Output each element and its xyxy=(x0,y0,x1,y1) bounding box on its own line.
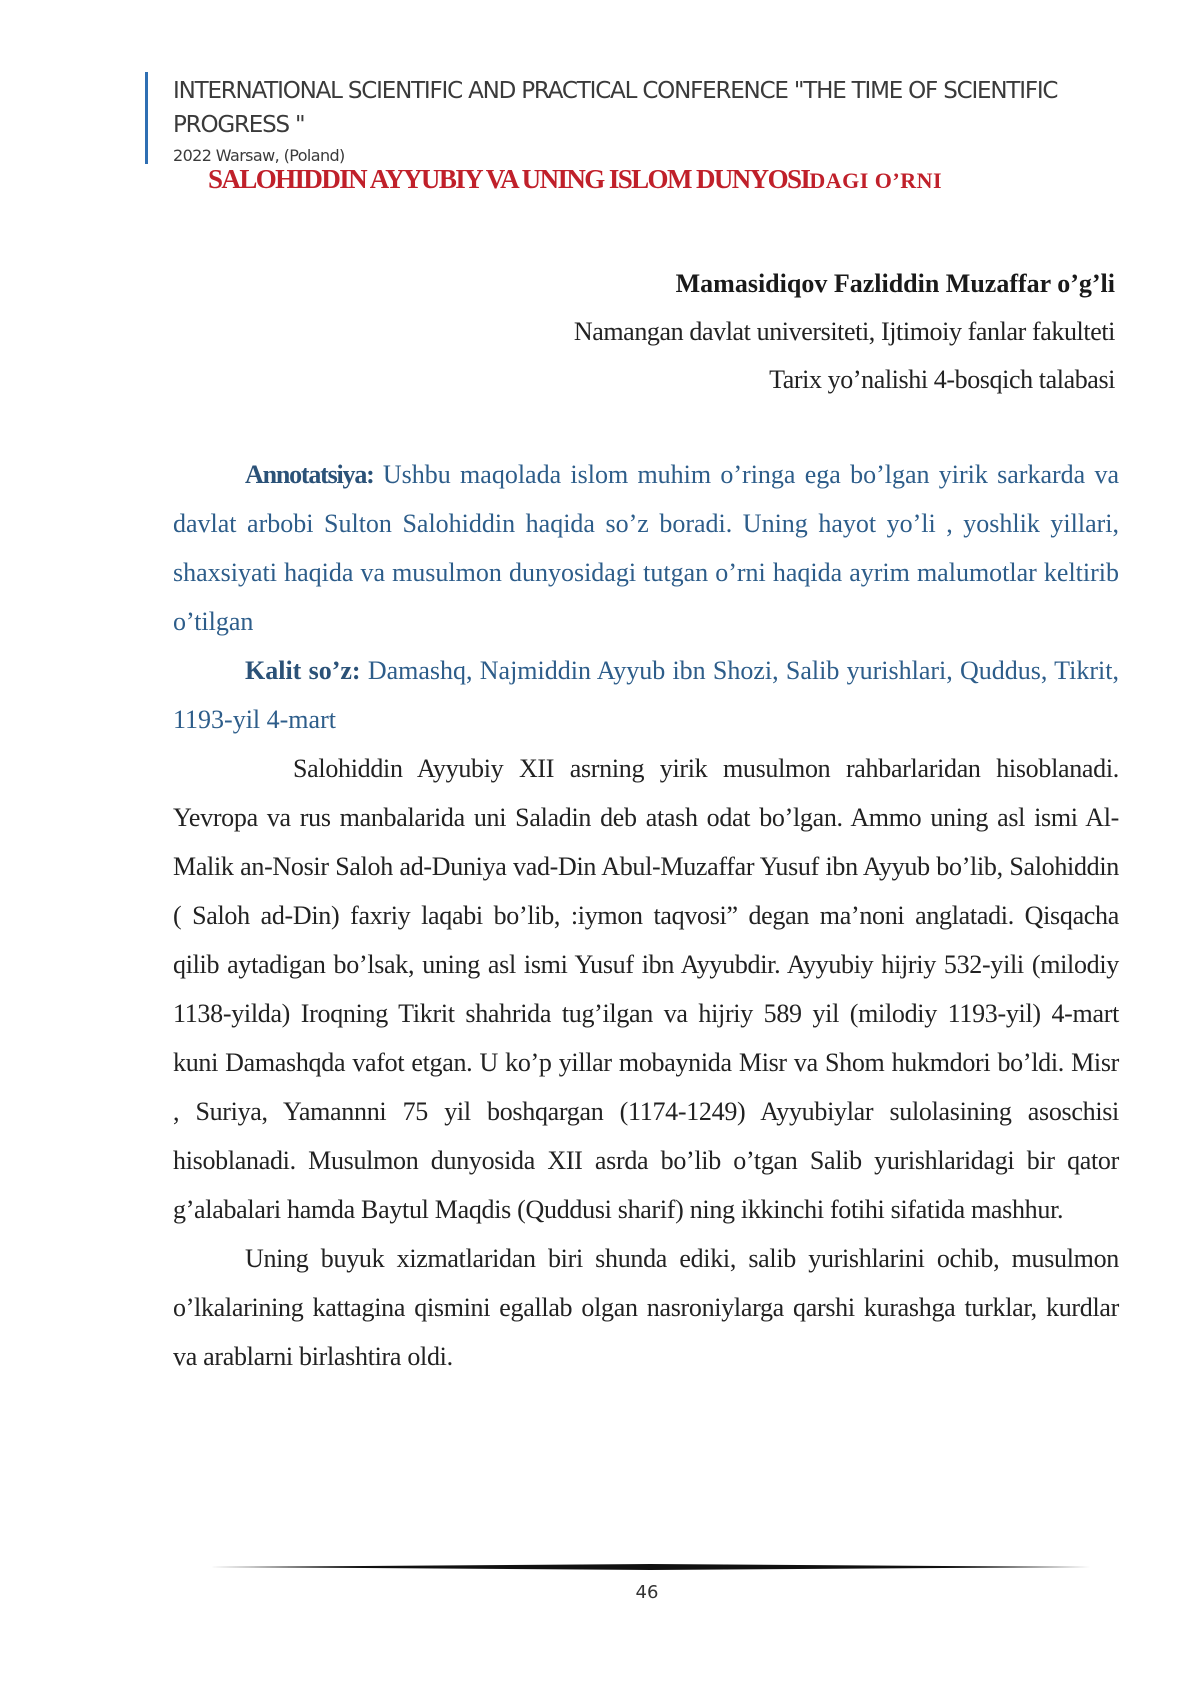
keywords-text: Damashq, Najmiddin Ayyub ibn Shozi, Salib yurishlari, Quddus, Tikrit, 1193-yil 4-mart xyxy=(173,656,1119,734)
author-block xyxy=(574,260,1115,404)
article-title-tail: DAGI O’RNI xyxy=(809,168,943,193)
article-body xyxy=(173,450,1119,1381)
author-name: Mamasidiqov Fazliddin Muzaffar o’g’li xyxy=(675,269,1115,298)
author-affiliation: Namangan davlat universiteti, Ijtimoiy fanlar fakulteti xyxy=(573,317,1115,346)
keywords-label: Kalit so’z: xyxy=(245,656,361,685)
page-number: 46 xyxy=(635,1582,659,1603)
article-title xyxy=(208,164,1108,195)
conference-header xyxy=(173,74,1073,168)
conference-place: 2022 Warsaw, (Poland) xyxy=(173,146,345,165)
abstract-text: Ushbu maqolada islom muhim o’ringa ega bo’lgan yirik sarkarda va davlat arbobi Sulton Salohiddin haqida so’z boradi. Uning hayot yo’li , yoshlik yillari, shaxsiyati haqida va musulmon dunyosidagi tutgan o’rni haqida ayrim malumotlar keltirib o’tilgan xyxy=(173,460,1119,636)
header-accent-bar xyxy=(145,72,148,164)
conference-title: INTERNATIONAL SCIENTIFIC AND PRACTICAL CONFERENCE "THE TIME OF SCIENTIFIC PROGRESS " xyxy=(173,78,1058,138)
paragraph-1: Salohiddin Ayyubiy XII asrning yirik musulmon rahbarlaridan hisoblanadi. Yevropa va rus manbalarida uni Saladin deb atash odat bo’lgan. Ammo uning asl ismi Al-Malik an-Nosir Saloh ad-Duniya vad-Din Abul-Muzaffar Yusuf ibn Ayyub bo’lib, Salohiddin ( Saloh ad-Din) faxriy laqabi bo’lib, :iymon taqvosi” degan ma’noni anglatadi. Qisqacha qilib aytadigan bo’lsak, uning asl ismi Yusuf ibn Ayyubdir. Ayyubiy hijriy 532-yili (milodiy 1138-yilda) Iroqning Tikrit shahrida tug’ilgan va hijriy 589 yil (milodiy 1193-yil) 4-mart kuni Damashqda vafot etgan. U ko’p yillar mobaynida Misr va Shom hukmdori bo’ldi. Misr , Suriya, Yamannni 75 yil boshqargan (1174-1249) Ayyubiylar sulolasining asoschisi hisoblanadi. Musulmon dunyosida XII asrda bo’lib o’tgan Salib yurishlaridagi bir qator g’alabalari hamda Baytul Maqdis (Quddusi sharif) ning ikkinchi fotihi sifatida mashhur. xyxy=(173,754,1119,1224)
abstract xyxy=(173,450,1119,646)
article-title-main: SALOHIDDIN AYYUBIY VA UNING ISLOM DUNYOSI xyxy=(208,164,810,194)
footer-divider xyxy=(210,1564,1090,1570)
paragraph-2: Uning buyuk xizmatlaridan biri shunda ediki, salib yurishlarini ochib, musulmon o’lkalarining kattagina qismini egallab olgan nasroniylarga qarshi kurashga turklar, kurdlar va arablarni birlashtira oldi. xyxy=(173,1244,1119,1371)
keywords xyxy=(173,646,1119,744)
abstract-label: Annotatsiya: xyxy=(245,460,374,489)
author-status: Tarix yo’nalishi 4-bosqich talabasi xyxy=(769,365,1115,394)
